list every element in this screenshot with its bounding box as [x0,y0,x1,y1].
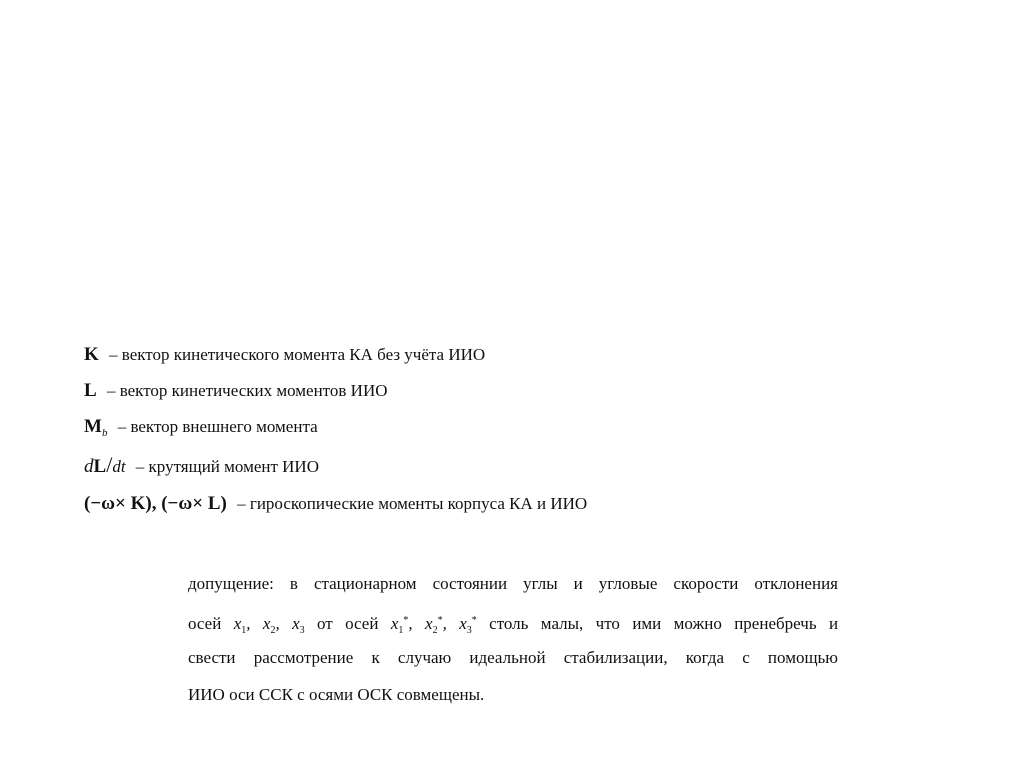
symbol-k: K [84,344,99,365]
axes-x-formula: $x_1$, $x_2$, $x_3$ [233,614,305,636]
paragraph-line-3: свести рассмотрение к случаю идеальной стабилизации, когда с помощью [188,648,838,667]
paragraph-line-2-part-a: осей [188,614,222,633]
paragraph-line-2 [188,602,838,639]
definition-k [84,343,489,367]
paragraph-line-4: ИИО оси ССК с осями ОСК совмещены. [188,685,485,704]
definition-mb [84,415,322,445]
symbol-l: L [84,380,97,401]
gyro-expression: (−ω× K), (−ω× L) [84,493,227,514]
assumption-paragraph [188,565,838,713]
symbol-l-derivative: L [93,456,107,477]
symbol-d: d [84,456,94,477]
paragraph-line-2-part-c: столь малы, что ими можно пренебречь и [489,614,839,633]
definition-k-text: – вектор кинетического момента КА без учёта ИИО [109,345,486,364]
symbol-m: M [84,416,102,437]
symbol-slash: / [106,452,113,477]
definition-gyro [84,492,591,516]
definition-mb-text: – вектор внешнего момента [117,417,318,436]
definition-l [84,379,392,403]
symbol-dt: dt [112,457,126,476]
definition-l-text: – вектор кинетических моментов ИИО [106,381,388,400]
symbol-m-subscript: b [101,427,108,439]
paragraph-line-1: допущение: в стационарном состоянии углы и угловые скорости отклонения [188,574,838,593]
definition-dldt-text: – крутящий момент ИИО [135,457,319,476]
axes-x-star-formula: $x_1^*$, $x_2^*$, $x_3^*$ [390,614,477,636]
definition-gyro-text: – гироскопические моменты корпуса КА и ИИО [237,494,588,513]
definition-dldt [84,453,323,479]
paragraph-line-2-part-b: от осей [317,614,379,633]
